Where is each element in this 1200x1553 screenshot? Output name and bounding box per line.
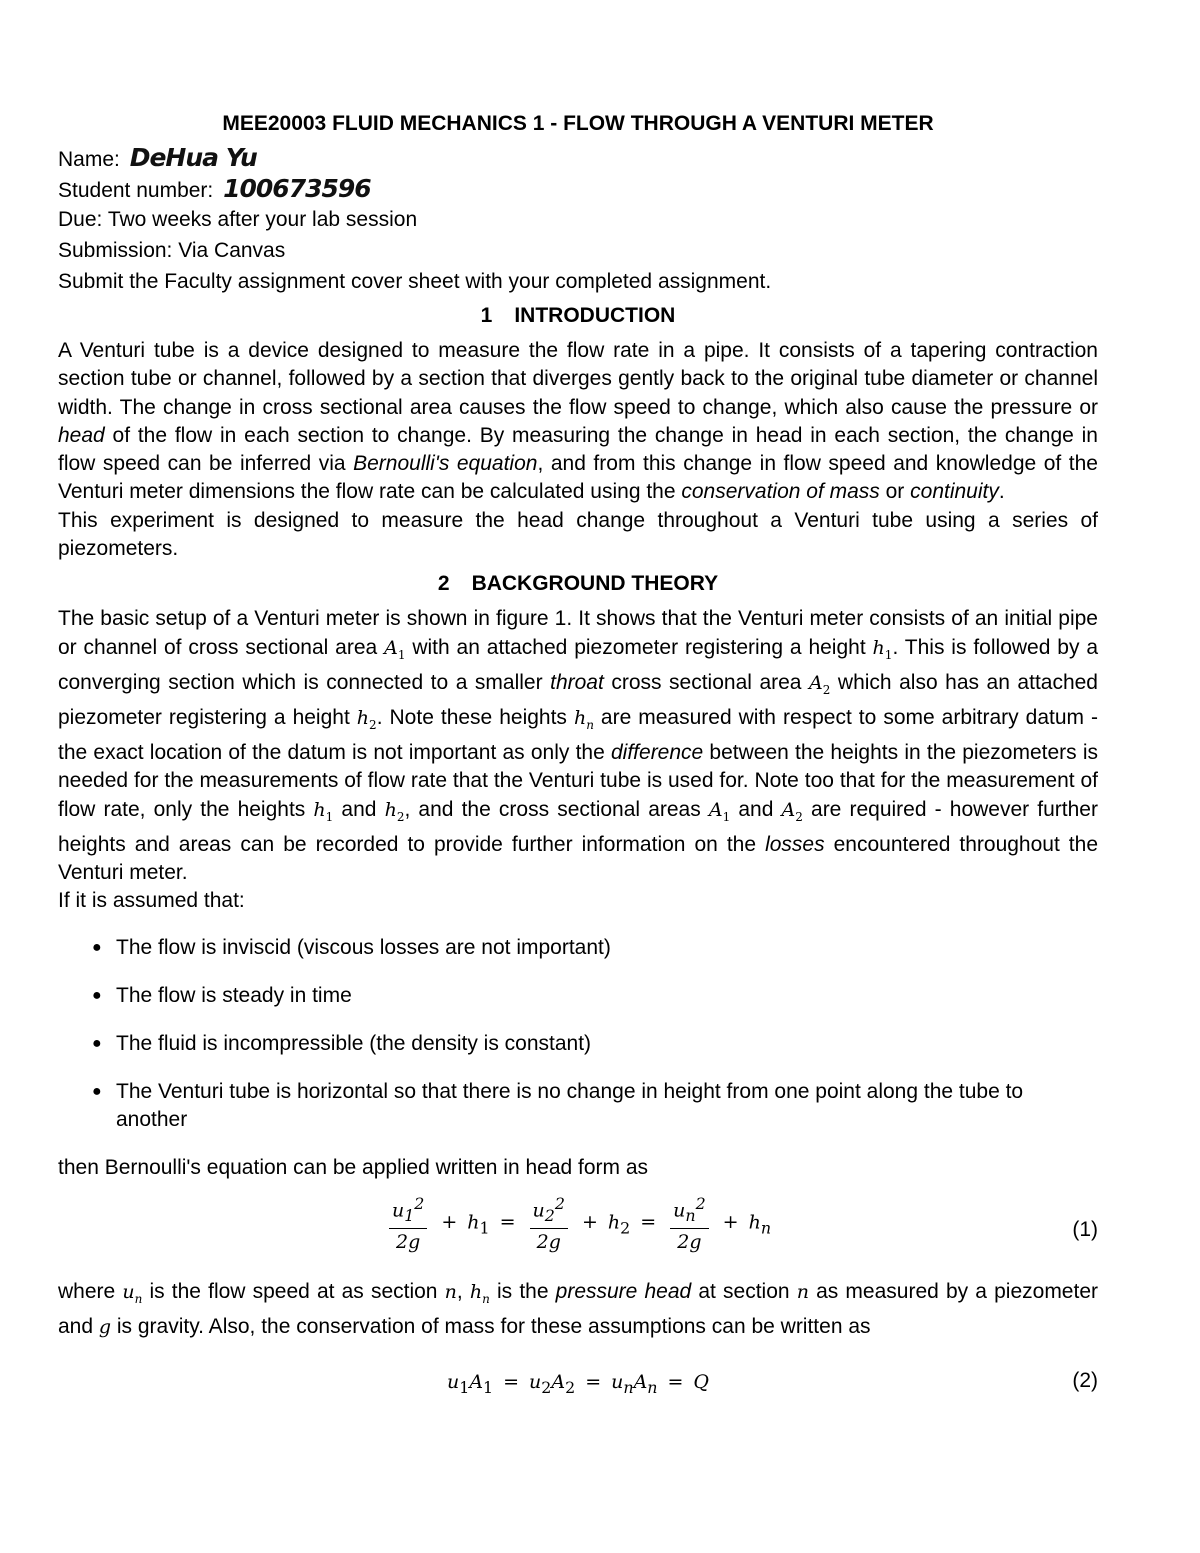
assumed-intro: If it is assumed that:	[58, 889, 245, 913]
equation-1-number: (1)	[1072, 1217, 1098, 1241]
handwritten-name: DeHua Yu	[129, 143, 257, 172]
intro-paragraph: A Venturi tube is a device designed to measure the flow rate in a pipe. It consists of a tapering contraction section tube or channel, followed by a section that diverges gently back to the original tube diameter or channel width. The change in cross sectional area causes the flow speed to change, which also cause the pressure or head of the flow in each section to change. By measuring the change in head in each section, the change in flow speed can be inferred via Bernoulli's equation, and from this change in flow speed and knowledge of the Venturi meter dimensions the flow rate can be calculated using the conservation of mass or continuity.	[58, 339, 1098, 504]
document-title: MEE20003 FLUID MECHANICS 1 - FLOW THROUGH A VENTURI METER	[222, 112, 934, 135]
bullet-icon: ●	[92, 1082, 102, 1100]
bullet-icon: ●	[92, 1034, 102, 1052]
equation-2-body: $u_1A_1 = u_2A_2 = u_nA_n = Q$	[446, 1371, 709, 1398]
list-item: ● The flow is steady in time	[58, 982, 1098, 1010]
where-paragraph: where $u_n$ is the flow speed at as section n, $h_n$ is the pressure head at section n as measured by a piezometer and g is gravity. Also, the conservation of mass for these assumptions can be written as	[58, 1279, 1098, 1338]
equation-1	[58, 1192, 1098, 1272]
equation-1-body: $\frac{u_1^2}{2g}$ + $h_1$ = $\frac{u_2^2}{2g}$ + $h_2$ = $\frac{u_n^2}{2g}$ + $h_n$	[58, 1192, 1098, 1255]
equation-2	[58, 1359, 1098, 1419]
list-item: ● The flow is inviscid (viscous losses are not important)	[58, 934, 1098, 962]
handwritten-student-number: 100673596	[223, 174, 371, 203]
equation-2-number: (2)	[1072, 1369, 1098, 1393]
document-page	[58, 112, 1098, 1419]
due-line: Due: Two weeks after your lab session	[58, 208, 418, 231]
intro-paragraph-2: This experiment is designed to measure the head change throughout a Venturi tube using a series of piezometers.	[58, 508, 1098, 561]
submission-line: Submission: Via Canvas	[58, 239, 286, 262]
section-title: BACKGROUND THEORY	[471, 572, 719, 596]
bullet-icon: ●	[92, 938, 102, 956]
list-item: ● The fluid is incompressible (the density is constant)	[58, 1030, 1098, 1058]
student-number-label: Student number:	[58, 179, 214, 202]
section-number: 1	[480, 304, 493, 327]
section-title: INTRODUCTION	[514, 304, 676, 327]
section-heading-introduction	[58, 301, 1098, 331]
cover-sheet-note: Submit the Faculty assignment cover sheet with your completed assignment.	[58, 270, 772, 293]
section-number: 2	[437, 572, 450, 596]
background-paragraph: The basic setup of a Venturi meter is shown in figure 1. It shows that the Venturi meter consists of an initial pipe or channel of cross sectional area $A_1$ with an attached piezometer registering a height $h_1$. This is followed by a converging section which is connected to a smaller throat cross sectional area $A_2$ which also has an attached piezometer registering a height $h_2$. Note these heights $h_n$ are measured with respect to some arbitrary datum - the exact location of the datum is not important as only the difference between the heights in the piezometers is needed for the measurements of flow rate that the Venturi tube is used for. Note too that for the measurement of flow rate, only the heights $h_1$ and $h_2$, and the cross sectional areas $A_1$ and $A_2$ are required - however further heights and areas can be recorded to provide further information on the losses encountered throughout the Venturi meter.	[58, 607, 1099, 884]
bernoulli-intro: then Bernoulli's equation can be applied written in head form as	[58, 1155, 649, 1179]
assumptions-list	[58, 934, 1098, 1134]
student-number-line	[58, 173, 1098, 204]
name-line	[58, 142, 1098, 173]
section-heading-background	[58, 569, 1098, 599]
name-label: Name:	[58, 148, 120, 171]
bullet-icon: ●	[92, 986, 102, 1004]
list-item: ● The Venturi tube is horizontal so that there is no change in height from one point along the tube to another	[92, 1079, 1024, 1131]
